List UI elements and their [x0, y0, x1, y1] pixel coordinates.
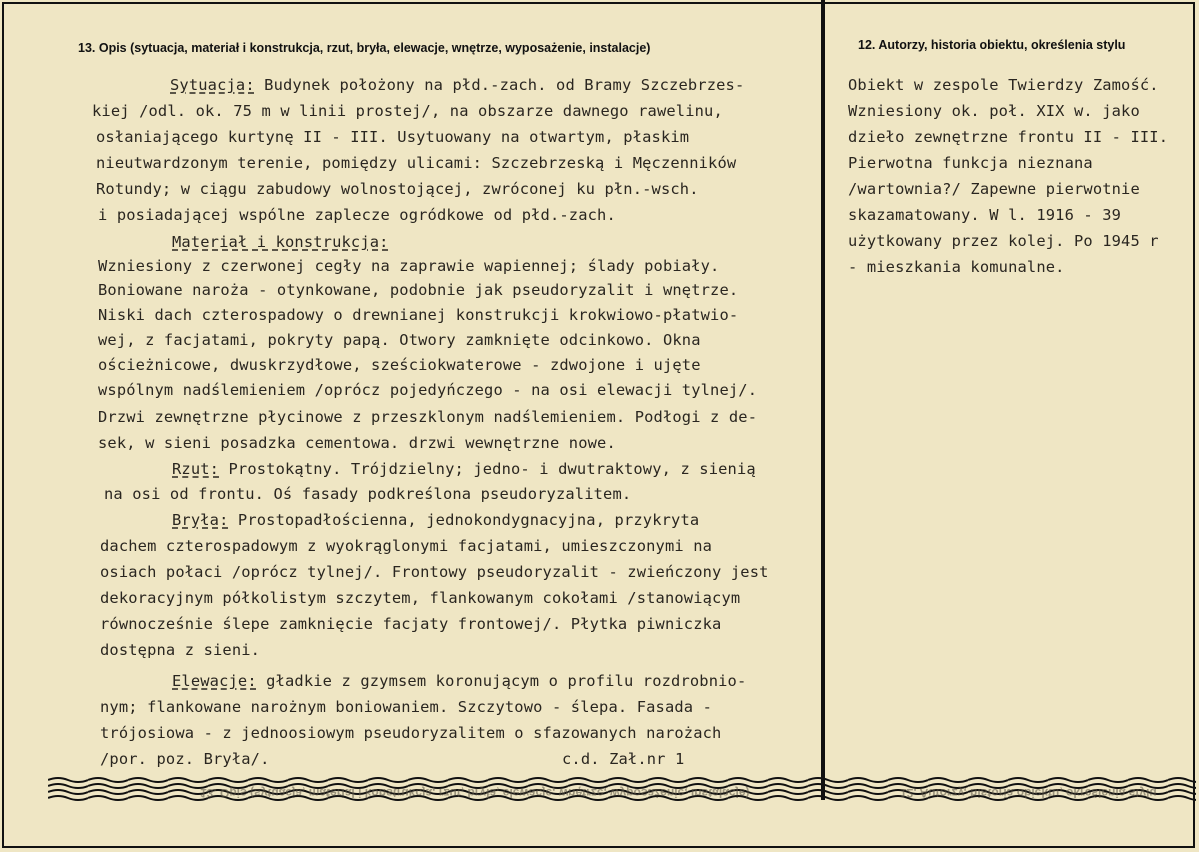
elewacje-line-2: nym; flankowane narożnym boniowaniem. Szczytowo - ślepa. Fasada - — [100, 698, 713, 716]
bryla-line-5: równocześnie ślepe zamknięcie facjaty frontowej/. Płytka piwniczka — [100, 615, 722, 633]
rzut-label: Rzut: — [172, 460, 220, 478]
material-label: Materiał i konstrukcja: — [172, 233, 389, 251]
bryla-line-6: dostępna z sieni. — [100, 641, 261, 659]
description-header: 13. Opis (sytuacja, materiał i konstrukcja, rzut, bryła, elewacje, wnętrze, wyposażenie, instalacje) — [78, 41, 651, 55]
history-line-2: Wzniesiony ok. poł. XIX w. jako — [848, 102, 1140, 120]
history-line-1: Obiekt w zespole Twierdzy Zamość. — [848, 76, 1159, 94]
sytuacja-line-1: Sytuacja: Budynek położony na płd.-zach. od Bramy Szczebrzes- — [170, 76, 745, 94]
material-line-4: wej, z facjatami, pokryty papą. Otwory zamknięte odcinkowo. Okna — [98, 331, 701, 349]
history-line-6: skazamatowany. W l. 1916 - 39 — [848, 206, 1122, 224]
rzut-line-1: Rzut: Prostokątny. Trójdzielny; jedno- i dwutraktowy, z sienią — [172, 460, 756, 478]
material-line-3: Niski dach czterospadowy o drewnianej konstrukcji krokwiowo-płatwio- — [98, 306, 739, 324]
material-line-6: wspólnym nadślemieniem /oprócz pojedyńczego - na osi elewacji tylnej/. — [98, 381, 758, 399]
history-line-5: /wartownia?/ Zapewne pierwotnie — [848, 180, 1140, 198]
material-line-1: Wzniesiony z czerwonej cegły na zaprawie wapiennej; ślady pobiały. — [98, 257, 720, 275]
authors-history-header: 12. Autorzy, historia obiektu, określenia stylu — [858, 38, 1126, 52]
elewacje-line-4: /por. poz. Bryła/. — [100, 750, 270, 768]
history-line-3: dzieło zewnętrzne frontu II - III. — [848, 128, 1169, 146]
column-divider — [821, 0, 825, 800]
sytuacja-line-6: i posiadającej wspólne zaplecze ogródkowe od płd.-zach. — [98, 206, 616, 224]
bryla-line-2: dachem czterospadowym z wyokrąglonymi facjatami, umieszczonymi na — [100, 537, 713, 555]
sytuacja-label: Sytuacja: — [170, 76, 255, 94]
material-line-5: ościeżnicowe, dwuskrzydłowe, sześciokwaterowe - zdwojone i ujęte — [98, 356, 701, 374]
elewacje-line-1: Elewacje: gładkie z gzymsem koronującym o profilu rozdrobnio- — [172, 672, 747, 690]
sytuacja-line-3: osłaniającego kurtynę II - III. Usytuowany na otwartym, płaskim — [96, 128, 690, 146]
elewacje-line-3: trójosiowa - z jednoosiowym pseudoryzalitem o sfazowanych narożach — [100, 724, 722, 742]
sytuacja-line-2: kiej /odl. ok. 75 m w linii prostej/, na obszarze dawnego rawelinu, — [92, 102, 723, 120]
sytuacja-line-4: nieutwardzonym terenie, pomiędzy ulicami: Szczebrzeską i Męczenników — [96, 154, 737, 172]
material-line-8: sek, w sieni posadzka cementowa. drzwi wewnętrzne nowe. — [98, 434, 616, 452]
history-line-4: Pierwotna funkcja nieznana — [848, 154, 1093, 172]
bryla-label: Bryła: — [172, 511, 229, 529]
material-line-7: Drzwi zewnętrzne płycinowe z przeszklonym nadślemieniem. Podłogi z de- — [98, 408, 758, 426]
bryla-line-4: dekoracyjnym półkolistym szczytem, flankowanym cokołami /stanowiącym — [100, 589, 741, 607]
history-line-8: - mieszkania komunalne. — [848, 258, 1065, 276]
history-line-7: użytkowany przez kolej. Po 1945 r — [848, 232, 1159, 250]
mirrored-show-through-left: 13. Opis (sytuacja, materiał i konstrukcja, rzut, bryła, elewacje, wnętrze, wyposażenie, instalacje) — [200, 786, 750, 800]
continuation-note: c.d. Zał.nr 1 — [562, 750, 685, 768]
material-line-2: Boniowane naroża - otynkowane, podobnie jak pseudoryzalit i wnętrze. — [98, 281, 739, 299]
bryla-line-3: osiach połaci /oprócz tylnej/. Frontowy pseudoryzalit - zwieńczony jest — [100, 563, 769, 581]
rzut-line-2: na osi od frontu. Oś fasady podkreślona pseudoryzalitem. — [104, 485, 632, 503]
elewacje-label: Elewacje: — [172, 672, 257, 690]
bryla-line-1: Bryła: Prostopadłościenna, jednokondygnacyjna, przykryta — [172, 511, 700, 529]
sytuacja-line-5: Rotundy; w ciągu zabudowy wolnostojącej, zwróconej ku płn.-wsch. — [96, 180, 699, 198]
mirrored-show-through-right: 12. Autorzy, historia obiektu, określenia stylu — [900, 786, 1157, 800]
